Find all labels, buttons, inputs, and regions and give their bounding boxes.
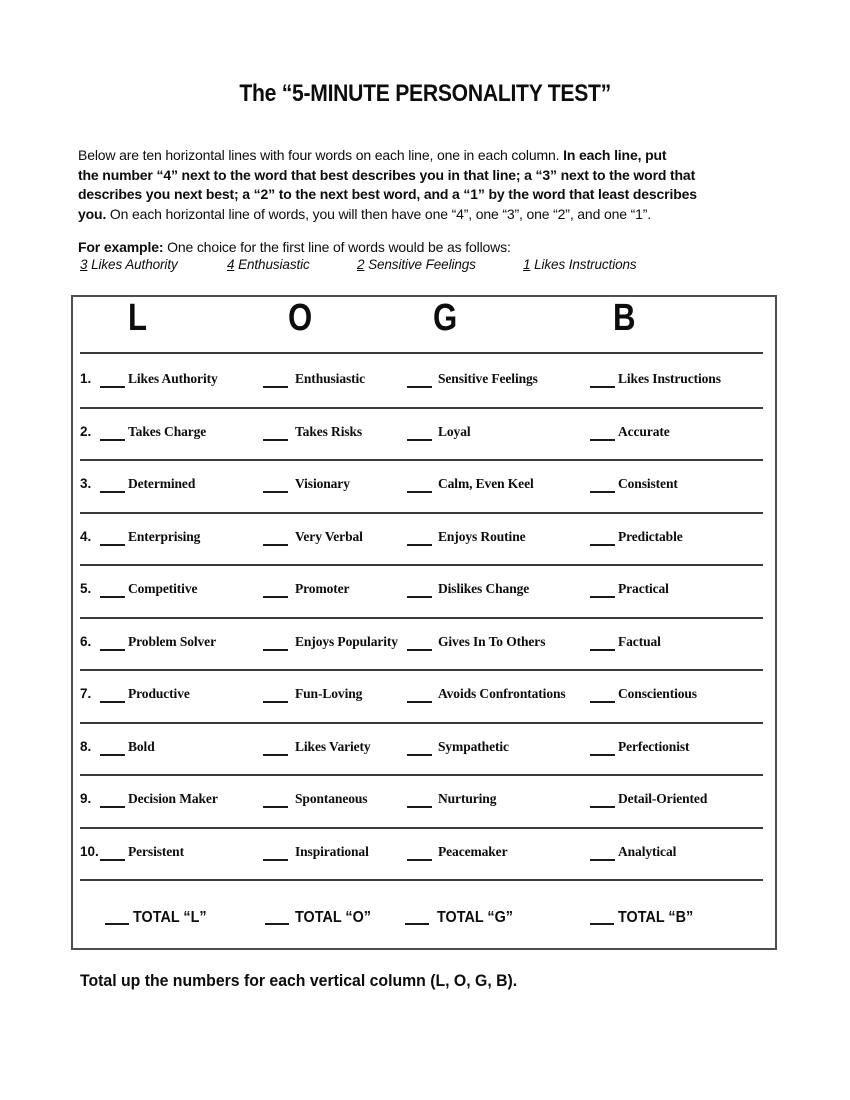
- intro-line: [78, 166, 697, 186]
- total-label: TOTAL “L”: [133, 909, 207, 926]
- table-row: [80, 459, 763, 514]
- answer-blank: [100, 596, 125, 598]
- trait-word: Peacemaker: [438, 843, 508, 859]
- total-label: TOTAL “G”: [437, 909, 514, 926]
- footer-instruction: [80, 971, 550, 991]
- intro-line: [78, 185, 697, 205]
- example-answer-item: [227, 257, 310, 272]
- page-title: [0, 80, 850, 108]
- trait-word: Fun-Loving: [295, 686, 363, 701]
- table-row: [80, 354, 763, 409]
- personality-test-table: [71, 295, 777, 950]
- trait-word: Takes Charge: [128, 423, 207, 439]
- row-number: 5.: [80, 581, 92, 596]
- totals-row: [80, 879, 763, 943]
- answer-blank: [263, 754, 288, 756]
- trait-word: Visionary: [295, 476, 350, 491]
- trait-word: Likes Instructions: [618, 371, 721, 386]
- example-answer-number: 3: [80, 257, 88, 272]
- trait-word: Nurturing: [438, 791, 497, 806]
- total-blank: [105, 923, 129, 925]
- total-blank: [590, 923, 614, 925]
- answer-blank: [263, 439, 288, 441]
- trait-word: Inspirational: [295, 843, 369, 859]
- answer-blank: [263, 544, 288, 546]
- trait-word: Productive: [128, 686, 190, 701]
- trait-word: Likes Authority: [128, 371, 218, 386]
- example-answer-number: 4: [227, 257, 235, 272]
- intro-text-segment: On each horizontal line of words, you will then have one “4”, one “3”, one “2”, and one “1”.: [106, 205, 651, 222]
- answer-blank: [263, 386, 288, 388]
- table-row: [80, 722, 763, 777]
- answer-blank: [407, 491, 432, 493]
- example-heading: [78, 239, 511, 255]
- answer-blank: [100, 806, 125, 808]
- row-number: 8.: [80, 738, 92, 754]
- answer-blank: [407, 544, 432, 546]
- trait-word: Sensitive Feelings: [438, 371, 538, 386]
- answer-blank: [263, 701, 288, 703]
- trait-word: Calm, Even Keel: [438, 476, 534, 491]
- table-row: [80, 617, 763, 672]
- trait-word: Persistent: [128, 843, 184, 859]
- row-number: 4.: [80, 528, 92, 544]
- answer-blank: [590, 859, 615, 861]
- answer-blank: [100, 544, 125, 546]
- table-row: [80, 512, 763, 567]
- trait-word: Competitive: [128, 581, 198, 596]
- answer-blank: [590, 491, 615, 493]
- example-answer-item: [523, 257, 637, 272]
- answer-blank: [407, 439, 432, 441]
- example-label: For example:: [78, 239, 164, 255]
- answer-blank: [407, 806, 432, 808]
- intro-text-segment: the number “4” next to the word that best describes you in that line; a “3” next to the word that: [78, 166, 696, 183]
- table-row: [80, 564, 763, 619]
- trait-word: Detail-Oriented: [618, 791, 708, 806]
- row-number: 6.: [80, 633, 92, 649]
- answer-blank: [590, 596, 615, 598]
- intro-text-segment: you.: [78, 205, 107, 222]
- footer-instruction-text: Total up the numbers for each vertical column (L, O, G, B).: [80, 971, 518, 990]
- trait-word: Predictable: [618, 528, 683, 544]
- intro-line: [78, 205, 697, 225]
- example-answer-word: Likes Authority: [91, 257, 178, 272]
- row-number: 7.: [80, 686, 92, 701]
- trait-word: Spontaneous: [295, 791, 368, 806]
- answer-blank: [407, 754, 432, 756]
- answer-blank: [407, 649, 432, 651]
- answer-blank: [590, 806, 615, 808]
- row-number: 3.: [80, 476, 92, 491]
- column-header-g: G: [433, 297, 458, 339]
- intro-text-segment: Below are ten horizontal lines with four words on each line, one in each column.: [78, 147, 564, 163]
- answer-blank: [407, 701, 432, 703]
- row-number: 9.: [80, 791, 92, 806]
- trait-word: Decision Maker: [128, 791, 218, 806]
- trait-word: Likes Variety: [295, 738, 371, 754]
- total-blank: [405, 923, 429, 925]
- column-header-l: L: [128, 297, 148, 339]
- trait-word: Takes Risks: [295, 423, 363, 439]
- table-row: [80, 827, 763, 882]
- example-answer-number: 1: [523, 257, 531, 272]
- total-label: TOTAL “O”: [295, 909, 372, 926]
- trait-word: Problem Solver: [128, 633, 216, 649]
- row-number: 10.: [80, 843, 99, 859]
- example-answer-item: [80, 257, 178, 272]
- answer-blank: [263, 596, 288, 598]
- example-answer-word: Sensitive Feelings: [368, 257, 476, 272]
- intro-text-segment: describes you next best; a “2” to the next best word, and a “1” by the word that least describes: [78, 186, 697, 202]
- intro-paragraph: [78, 146, 697, 224]
- total-blank: [265, 923, 289, 925]
- example-answer-word: Likes Instructions: [534, 257, 637, 272]
- trait-word: Enthusiastic: [295, 371, 366, 386]
- answer-blank: [407, 596, 432, 598]
- intro-line: [78, 146, 697, 166]
- trait-word: Sympathetic: [438, 738, 509, 754]
- page-title-text: The “5-MINUTE PERSONALITY TEST”: [239, 80, 611, 107]
- example-answers-row: [0, 257, 850, 275]
- trait-word: Perfectionist: [618, 738, 690, 754]
- answer-blank: [590, 544, 615, 546]
- answer-blank: [100, 439, 125, 441]
- trait-word: Enjoys Popularity: [295, 633, 398, 649]
- trait-word: Determined: [128, 476, 196, 491]
- example-answer-word: Enthusiastic: [238, 257, 310, 272]
- answer-blank: [590, 754, 615, 756]
- trait-word: Promoter: [295, 581, 350, 596]
- trait-word: Avoids Confrontations: [438, 686, 566, 701]
- column-header-b: B: [613, 297, 636, 339]
- intro-text-segment: In each line, put: [563, 147, 667, 163]
- answer-blank: [407, 386, 432, 388]
- column-header-o: O: [288, 297, 313, 339]
- row-number: 1.: [80, 371, 92, 386]
- answer-blank: [100, 701, 125, 703]
- trait-word: Dislikes Change: [438, 581, 530, 596]
- trait-word: Factual: [618, 633, 661, 649]
- answer-blank: [590, 649, 615, 651]
- trait-word: Loyal: [438, 423, 471, 439]
- trait-word: Very Verbal: [295, 528, 363, 544]
- answer-blank: [100, 386, 125, 388]
- table-row: [80, 407, 763, 462]
- trait-word: Consistent: [618, 476, 678, 491]
- answer-blank: [263, 806, 288, 808]
- trait-word: Enjoys Routine: [438, 528, 526, 544]
- answer-blank: [590, 701, 615, 703]
- answer-blank: [590, 386, 615, 388]
- answer-blank: [263, 859, 288, 861]
- example-answer-item: [357, 257, 476, 272]
- trait-word: Enterprising: [128, 528, 201, 544]
- trait-word: Bold: [128, 738, 155, 754]
- trait-word: Conscientious: [618, 686, 697, 701]
- answer-blank: [100, 491, 125, 493]
- row-number: 2.: [80, 423, 92, 439]
- trait-word: Gives In To Others: [438, 633, 546, 649]
- table-row: [80, 669, 763, 724]
- trait-word: Analytical: [618, 843, 677, 859]
- answer-blank: [263, 491, 288, 493]
- example-heading-rest: One choice for the first line of words would be as follows:: [163, 239, 511, 255]
- answer-blank: [263, 649, 288, 651]
- total-label: TOTAL “B”: [618, 909, 694, 926]
- trait-word: Practical: [618, 581, 669, 596]
- table-row: [80, 774, 763, 829]
- trait-word: Accurate: [618, 423, 670, 439]
- answer-blank: [100, 649, 125, 651]
- example-answer-number: 2: [357, 257, 365, 272]
- answer-blank: [100, 754, 125, 756]
- answer-blank: [590, 439, 615, 441]
- answer-blank: [100, 859, 125, 861]
- answer-blank: [407, 859, 432, 861]
